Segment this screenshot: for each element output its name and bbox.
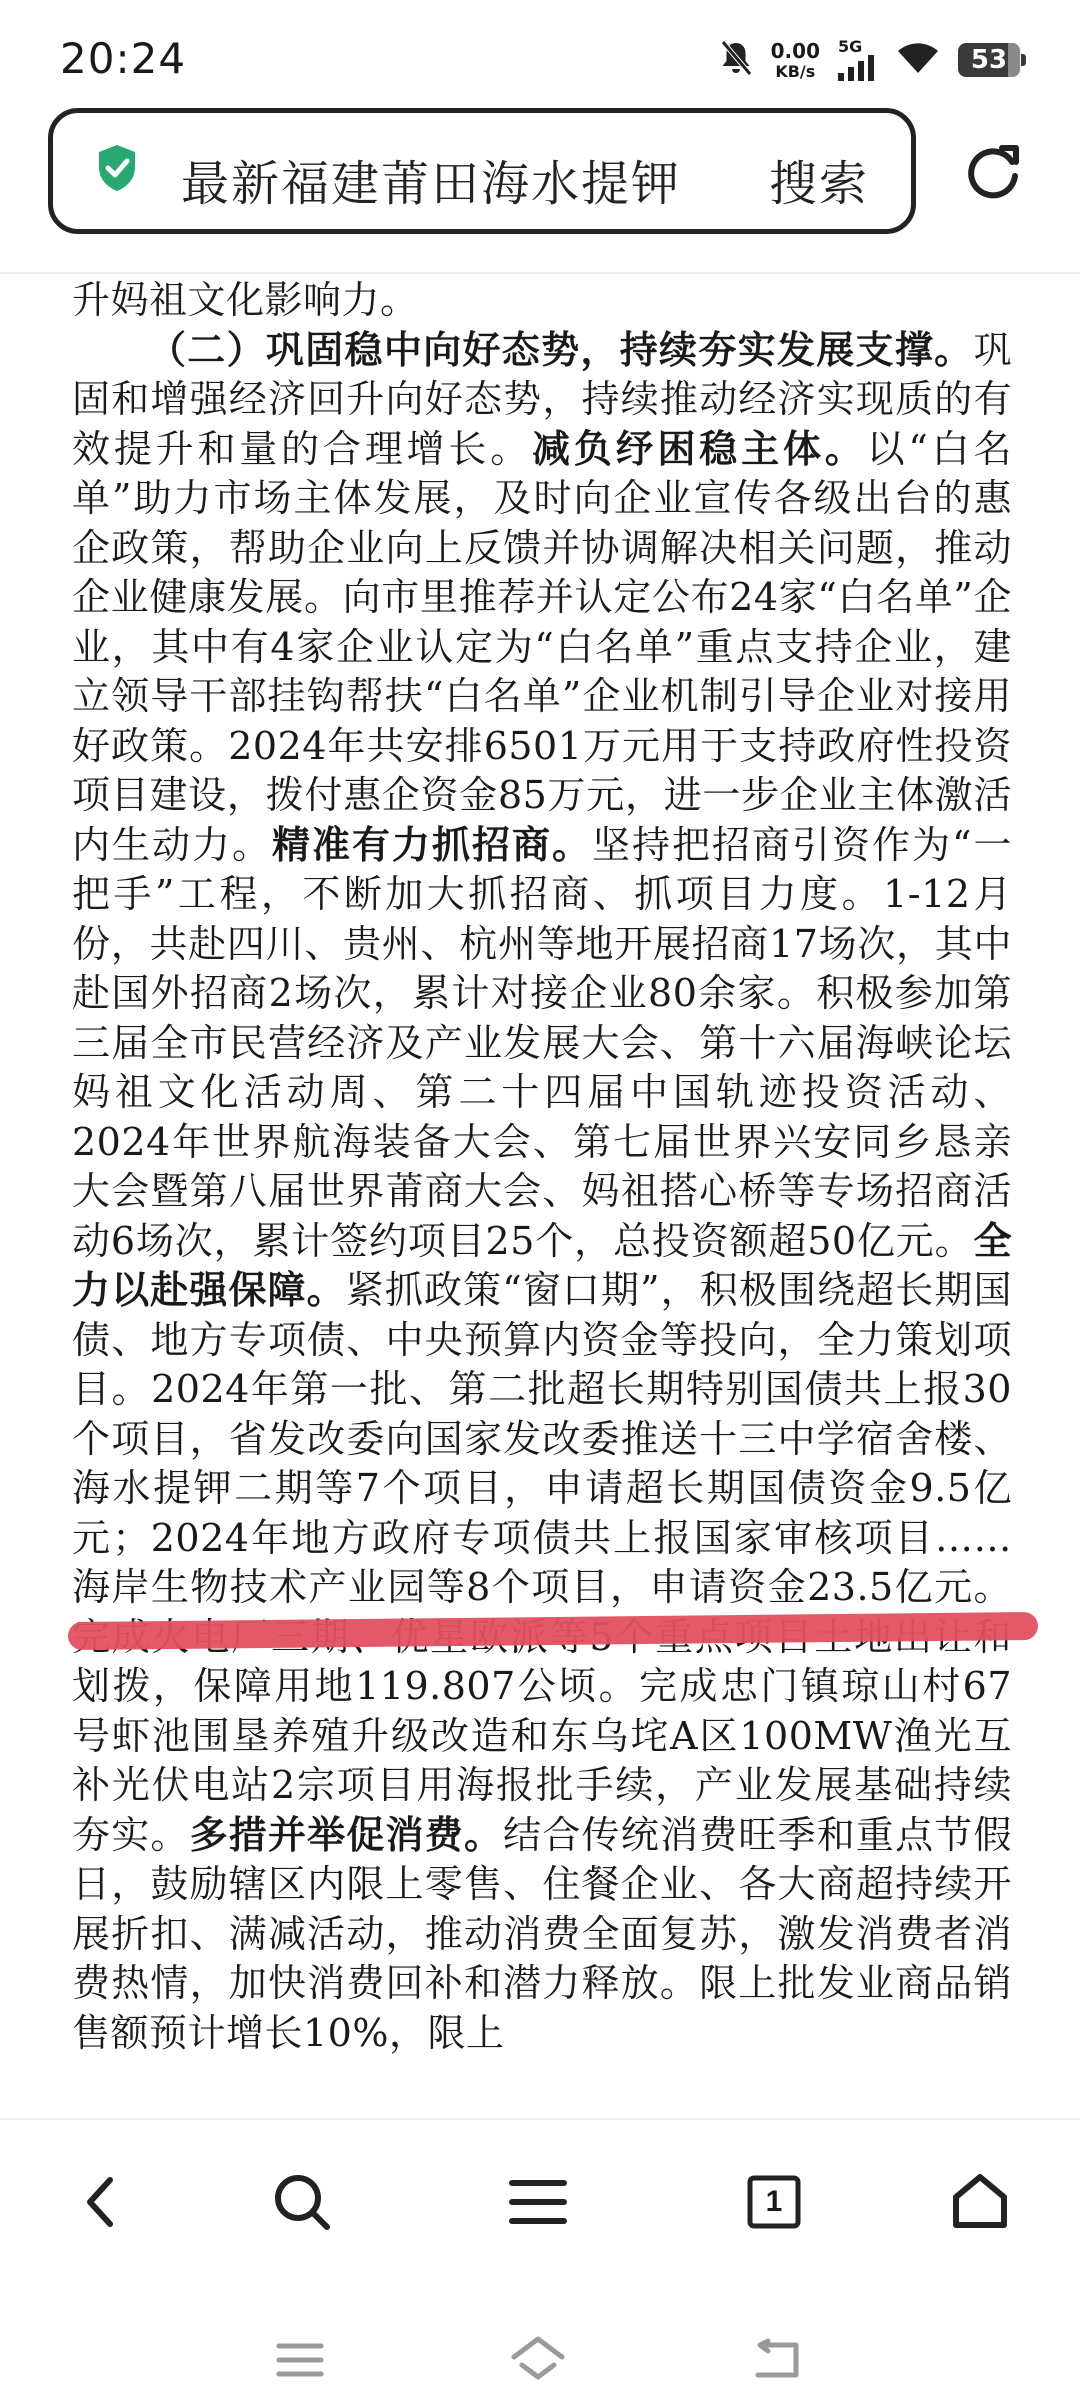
tabs-icon[interactable] (734, 2162, 814, 2242)
battery-fill (1008, 43, 1020, 77)
refresh-icon[interactable] (962, 140, 1024, 206)
back-icon[interactable] (60, 2162, 140, 2242)
subheading: 多措并举促消费。 (189, 1812, 504, 1857)
section-heading: （二）巩固稳中向好态势，持续夯实发展支撑。 (148, 327, 974, 372)
net-speed-value: 0.00 (770, 38, 820, 63)
signal-group (838, 39, 878, 81)
subheading: 精准有力抓招商。 (272, 822, 593, 867)
signal-icon (838, 55, 878, 81)
article-sentence: 坚持把招商引资作为“一把手”工程，不断加大抓招商、抓项目力度。1-12月份，共赴四川、贵州、杭州等地开展招商17场次，其中赴国外招商2场次，累计对接企业80余家。积极参加第三届全市民营经济及产业发展大会、第十六届海峡论坛妈祖文化活动周、第二十四届中国轨迹投资活动、2024年世界航海装备大会、第七届世界兴安同乡恳亲大会暨第八届世界莆商大会、妈祖搭心桥等专场招商活动6场次，累计签约项目25个，总投资额超50亿元。 (72, 822, 1012, 1263)
article-paragraph (72, 326, 1012, 2059)
subheading: 减负纾困稳主体。 (532, 426, 867, 471)
shield-check-icon (95, 143, 139, 197)
wifi-icon (896, 41, 940, 79)
article-sentence: 以“白名单”助力市场主体发展，及时向企业宣传各级出台的惠企政策，帮助企业向上反馈并协调解决相关问题，推动企业健康发展。向市里推荐并认定公布24家“白名单”企业，其中有4家企业认定为“白名单”重点支持企业，建立领导干部挂钩帮扶“白名单”企业机制引导企业对接用好政策。2024年共安排6501万元用于支持政府性投资项目建设，拨付惠企资金85万元，进一步企业主体激活内生动力。 (72, 426, 1012, 867)
tab-count: 1 (765, 2185, 783, 2218)
home-nav-icon[interactable] (508, 2330, 568, 2390)
home-icon[interactable] (940, 2162, 1020, 2242)
net-speed-unit: KB/s (775, 61, 816, 81)
net-speed (770, 38, 820, 81)
search-bar[interactable] (48, 108, 916, 234)
toolbar-divider (0, 2118, 1080, 2120)
article-sentence: 紧抓政策“窗口期”，积极围绕超长期国债、地方专项债、中央预算内资金等投向，全力策划项目。2024年第一批、第二批超长期特别国债共上报30个项目，省发改委向国家发改委推送十三中学宿舍楼、海水提钾二期等7个项目，申请超长期国债资金9.5亿元；2024年地方政府专项债共上报国家审核项目……海岸生物技术产业园等8个项目，申请资金23.5亿元。 划拨，保障用地119.807公顷。完成忠门镇琼山村67号虾池围垦养殖升级改造和东乌垞A区100MW渔光互补光伏电站2宗项目用海报批手续，产业发展基础持续夯实。 (72, 1268, 1012, 1857)
article-lead: 升妈祖文化影响力。 (72, 278, 419, 322)
article-sentence: 结合传统消费旺季和重点节假日，鼓励辖区内限上零售、住餐企业、各大商超持续开展折扣、满减活动，推动消费全面复苏，激发消费者消费热情，加快消费回补和潜力释放。限上批发业商品销售额预计增长10%，限上 (72, 1812, 1012, 2055)
back-nav-icon[interactable] (746, 2330, 806, 2390)
bell-off-icon (719, 39, 753, 81)
battery-level: 53 (970, 45, 1008, 75)
menu-icon[interactable] (498, 2162, 578, 2242)
search-icon[interactable] (262, 2162, 342, 2242)
search-query[interactable]: 最新福建莆田海水提钾 (181, 156, 682, 212)
top-divider (0, 272, 1080, 274)
article-body (72, 276, 1012, 2118)
search-button[interactable]: 搜索 (768, 156, 869, 212)
article-sentence: 巩固和增强经济回升向好态势，持续推动经济实现质的有效提升和量的合理增长。 (72, 327, 1012, 471)
subheading: 全力以赴强保障。 (72, 1218, 1012, 1312)
recents-icon[interactable] (270, 2330, 330, 2390)
status-bar (0, 0, 1080, 110)
network-type: 5G (838, 37, 863, 56)
status-time: 20:24 (60, 34, 187, 83)
battery-icon (958, 43, 1020, 77)
status-icons (719, 30, 1020, 90)
